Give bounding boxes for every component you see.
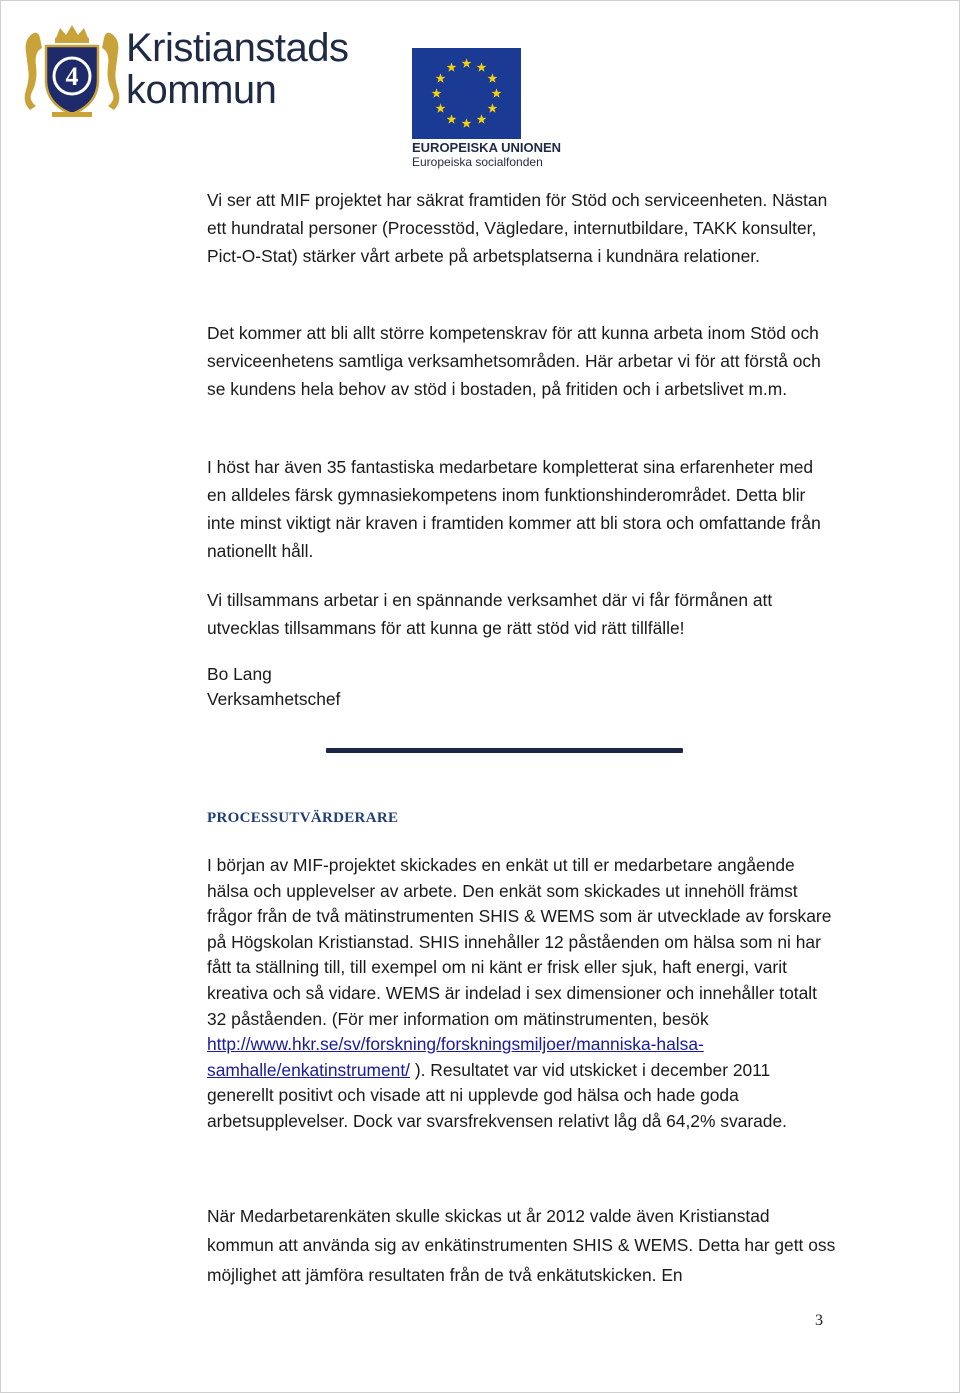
paragraph-5-after-link: ). Resultatet var vid utskicket i december 2011 generellt positivt och visade att ni upplevde god hälsa och hade goda arbetsupplevelser. Dock var svarsfrekvensen relativt låg då 64,2% svarade. bbox=[207, 1059, 787, 1131]
svg-text:4: 4 bbox=[65, 62, 79, 91]
paragraph-2: Det kommer att bli allt större kompetenskrav för att kunna arbeta inom Stöd och serviceenhetens samtliga verksamhetsområden. Här arbetar vi för att förstå och se kundens hela behov av stöd i bostaden, på fritiden och i arbetslivet m.m. bbox=[207, 323, 821, 399]
paragraph-4: Vi tillsammans arbetar i en spännande verksamhet där vi får förmånen att utvecklas tillsammans för att kunna ge rätt stöd vid rätt tillfälle! bbox=[207, 590, 773, 638]
page-number: 3 bbox=[815, 1312, 823, 1329]
section-divider bbox=[326, 748, 683, 753]
eu-socialfund-label: Europeiska socialfonden bbox=[412, 155, 543, 169]
survey-instruments-link[interactable]: http://www.hkr.se/sv/forskning/forskningsmiljoer/manniska-halsa-samhalle/enkatinstrument/ bbox=[207, 1034, 704, 1080]
eu-flag-icon bbox=[412, 48, 521, 139]
section-heading: PROCESSUTVÄRDERARE bbox=[207, 810, 399, 826]
paragraph-1: Vi ser att MIF projektet har säkrat framtiden för Stöd och serviceenheten. Nästan ett hundratal personer (Processtöd, Vägledare, internutbildare, TAKK konsulter, Pict-O-Stat) stärker vårt arbete på arbetsplatserna i kundnära relationer. bbox=[207, 190, 828, 266]
paragraph-6: När Medarbetarenkäten skulle skickas ut år 2012 valde även Kristianstad kommun att använda sig av enkätinstrumenten SHIS & WEMS. Detta har gett oss möjlighet att jämföra resultaten från de två enkätutskicken. En bbox=[207, 1206, 836, 1285]
signature-title: Verksamhetschef bbox=[207, 689, 341, 709]
signature bbox=[207, 662, 340, 712]
kristianstads-kommun-logo bbox=[22, 22, 349, 132]
kommun-name-line2: kommun bbox=[126, 68, 277, 112]
kommun-name bbox=[126, 28, 348, 110]
signature-name: Bo Lang bbox=[207, 664, 272, 684]
paragraph-5 bbox=[207, 853, 837, 1135]
eu-logo bbox=[412, 48, 562, 178]
kommun-name-line1: Kristianstads bbox=[126, 26, 349, 70]
coat-of-arms-icon bbox=[22, 22, 122, 122]
paragraph-5-before-link: I början av MIF-projektet skickades en enkät ut till er medarbetare angående hälsa och upplevelser av arbete. Den enkät som skickades ut innehöll främst frågor från de två mätinstrumenten SHIS & WEMS som är utvecklade av forskare på Högskolan Kristianstad. SHIS innehåller 12 påståenden om hälsa som ni har fått ta ställning till, till exempel om ni känt er frisk eller sjuk, haft energi, varit kreativa och så vidare. WEMS är indelad i sex dimensioner och innehåller totalt 32 påståenden. (För mer information om mätinstrumenten, besök bbox=[207, 855, 832, 1029]
paragraph-3: I höst har även 35 fantastiska medarbetare kompletterat sina erfarenheter med en alldeles färsk gymnasiekompetens inom funktionshinderområdet. Detta blir inte minst viktigt när kraven i framtiden kommer att bli stora och omfattande från nationellt håll. bbox=[207, 457, 821, 561]
eu-union-label: EUROPEISKA UNIONEN bbox=[412, 140, 562, 155]
